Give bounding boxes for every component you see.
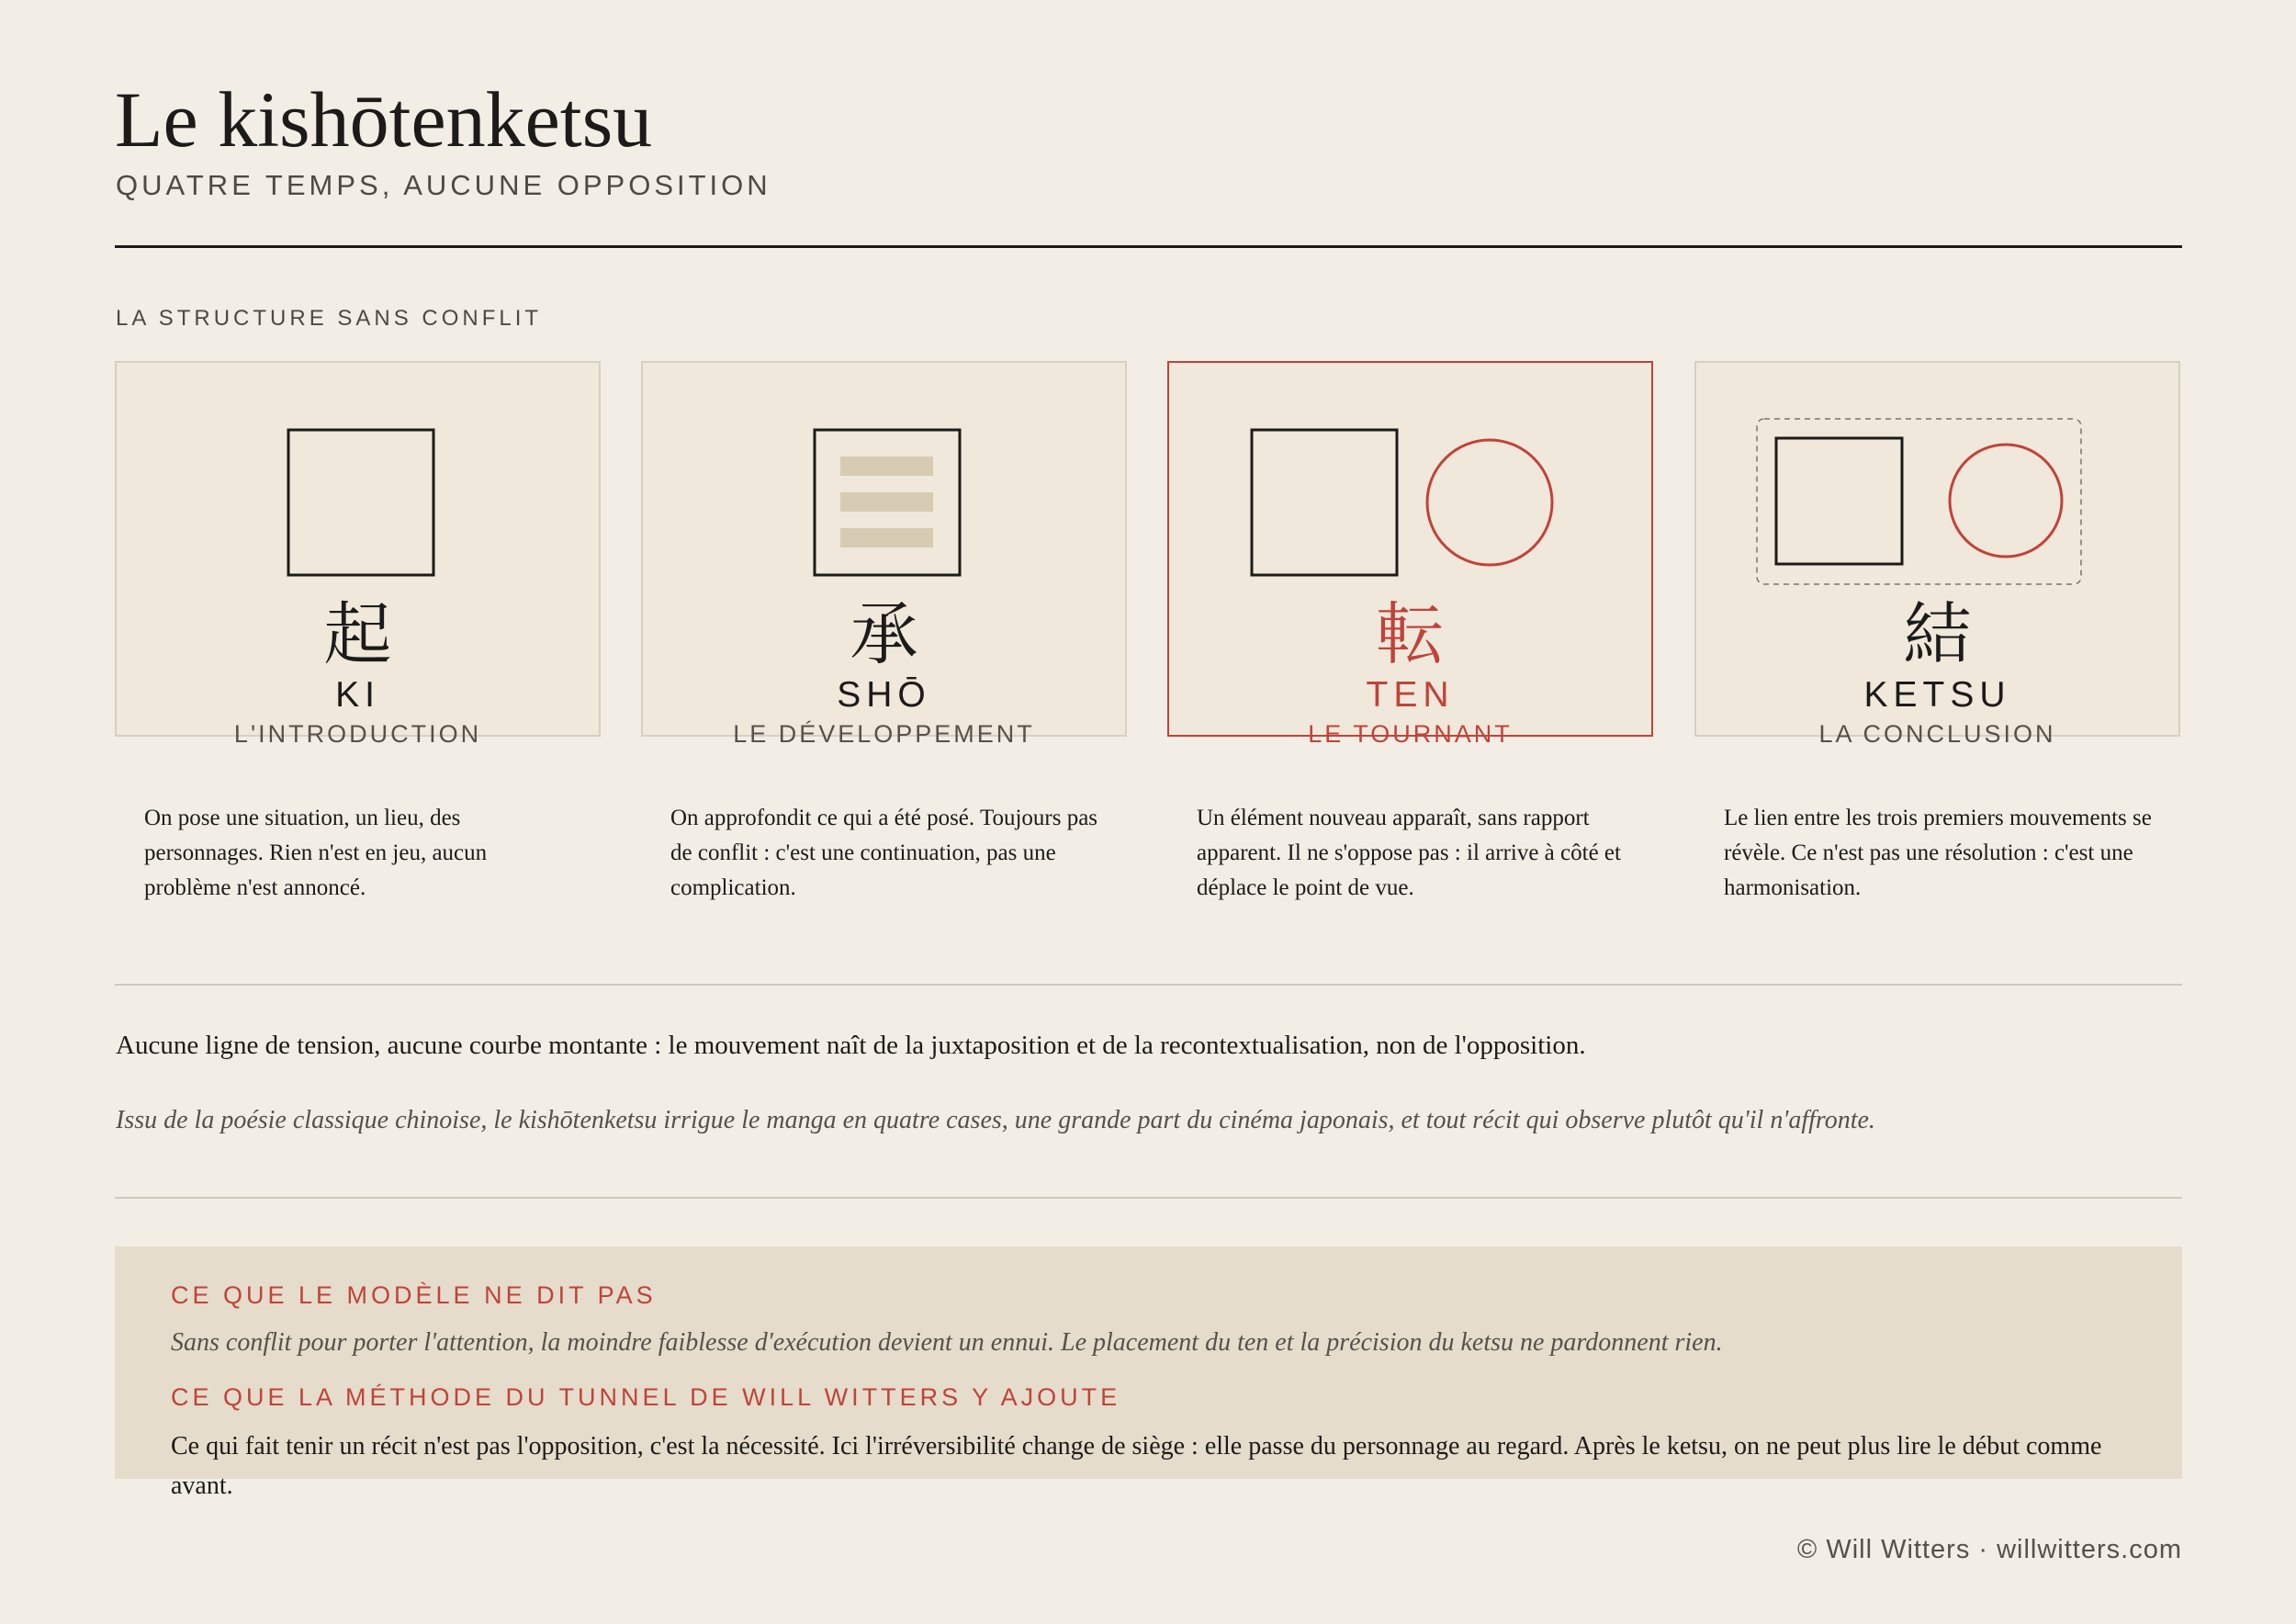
panel-text-limits: Sans conflit pour porter l'attention, la moindre faiblesse d'exécution devient un ennui. Le placement du ten et la précision du ketsu ne pardonnent rien. [171, 1328, 1723, 1357]
stage-description-sho: On approfondit ce qui a été posé. Toujours pas de conflit : c'est une continuation, pas une complication. [670, 806, 1098, 900]
page-subtitle: QUATRE TEMPS, AUCUNE OPPOSITION [116, 169, 771, 201]
stage-kanji: 承 [850, 595, 918, 674]
panel-heading-method: CE QUE LA MÉTHODE DU TUNNEL DE WILL WITTERS Y AJOUTE [171, 1383, 1121, 1411]
stage-romaji: KETSU [1863, 675, 2011, 715]
stage-card-sho [641, 361, 1127, 748]
panel-text-method: Ce qui fait tenir un récit n'est pas l'opposition, c'est la nécessité. Ici l'irréversibilité change de siège : elle passe du personnage au regard. Après le ketsu, on ne peut plus lire le début comme avant. [171, 1432, 2102, 1500]
stage-romaji: TEN [1366, 675, 1455, 715]
origin-note: Issu de la poésie classique chinoise, le kishōtenketsu irrigue le manga en quatre cases, une grande part du cinéma japonais, et tout récit qui observe plutôt qu'il n'affronte. [116, 1106, 1875, 1134]
stage-meaning: LE TOURNANT [1308, 720, 1513, 748]
section-divider [115, 984, 2182, 986]
section-divider [115, 1197, 2182, 1199]
page-title: Le kishōtenketsu [115, 75, 653, 164]
stage-description-ki: On pose une situation, un lieu, des personnages. Rien n'est en jeu, aucun problème n'est annoncé. [144, 806, 488, 900]
footer-credit: © Will Witters · willwitters.com [1796, 1535, 2182, 1564]
key-statement: Aucune ligne de tension, aucune courbe montante : le mouvement naît de la juxtaposition et de la recontextualisation, non de l'opposition. [116, 1031, 1586, 1060]
stage-card-ketsu [1694, 361, 2180, 748]
section-label: LA STRUCTURE SANS CONFLIT [116, 306, 543, 331]
stage-kanji: 結 [1903, 595, 1972, 674]
stage-meaning: LA CONCLUSION [1818, 720, 2056, 748]
stage-romaji: SHŌ [837, 675, 931, 715]
header-divider [115, 245, 2182, 248]
stage-meaning: LE DÉVELOPPEMENT [733, 720, 1035, 748]
stage-kanji: 転 [1376, 595, 1445, 674]
stage-card-ten [1167, 361, 1653, 748]
stage-romaji: KI [335, 675, 380, 715]
stage-kanji: 起 [323, 595, 392, 674]
stage-meaning: L'INTRODUCTION [233, 720, 482, 748]
panel-heading-limits: CE QUE LE MODÈLE NE DIT PAS [171, 1281, 657, 1309]
stage-description-ten: Un élément nouveau apparaît, sans rapport apparent. Il ne s'oppose pas : il arrive à côté et déplace le point de vue. [1197, 806, 1621, 900]
stage-description-ketsu: Le lien entre les trois premiers mouvements se révèle. Ce n'est pas une résolution : c'est une harmonisation. [1724, 806, 2152, 900]
stage-card-ki [115, 361, 601, 748]
